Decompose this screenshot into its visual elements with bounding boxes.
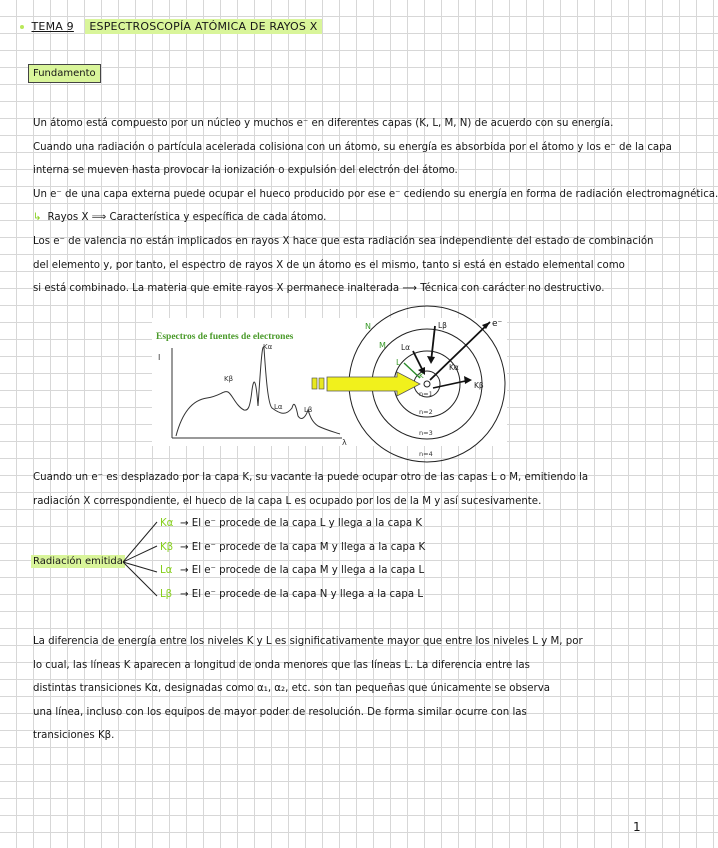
text-line: distintas transiciones Kα, designadas como α₁, α₂, etc. son tan pequeñas que únicamente se observa xyxy=(33,683,550,695)
figure-svg xyxy=(152,318,507,458)
text-line: si está combinado. La materia que emite rayos X permanece inalterada ⟶ Técnica con carácter no destructivo. xyxy=(33,283,605,295)
displacement-paragraph xyxy=(33,466,645,513)
nucleus xyxy=(424,381,430,387)
spectrum-title: Espectros de fuentes de electrones xyxy=(156,332,294,342)
radiation-item xyxy=(160,559,425,583)
text-line: Los e⁻ de valencia no están implicados en rayos X hace que esta radiación sea independiente del estado de combinación xyxy=(33,235,654,247)
atom-lb-label: Lβ xyxy=(438,321,447,330)
shell-label-l: L xyxy=(396,358,401,367)
text-line: lo cual, las líneas K aparecen a longitud de onda menores que las líneas L. La diferencia entre las xyxy=(33,659,530,671)
text-line: una línea, incluso con los equipos de mayor poder de resolución. De forma similar ocurre con las xyxy=(33,706,527,718)
text-line: La diferencia de energía entre los niveles K y L es significativamente mayor que entre los niveles L y M, por xyxy=(33,636,583,647)
level-n3: n=3 xyxy=(419,429,433,437)
y-axis-label: I xyxy=(158,353,161,362)
section-heading: Fundamento xyxy=(28,64,101,83)
radiation-list xyxy=(160,512,425,606)
level-n1: n=1 xyxy=(419,390,433,398)
radiation-text: → El e⁻ procede de la capa M y llega a la capa K xyxy=(180,541,426,553)
peak-label-kb: Kβ xyxy=(224,375,234,383)
radiation-item xyxy=(160,583,425,607)
text-line: Un e⁻ de una capa externa puede ocupar el hueco producido por ese e⁻ cediendo su energía en forma de radiación electromagnética. xyxy=(33,188,718,200)
ka-transition xyxy=(404,363,420,378)
topic-label: TEMA 9 xyxy=(31,20,74,33)
lb-arrowhead xyxy=(427,356,435,364)
radiation-text: → El e⁻ procede de la capa L y llega a la capa K xyxy=(180,518,423,529)
atom-ka-label: Kα xyxy=(449,363,459,372)
page-title: ESPECTROSCOPÍA ATÓMICA DE RAYOS X xyxy=(85,19,321,34)
text-line: interna se mueven hasta provocar la ionización o expulsión del electrón del átomo. xyxy=(33,165,458,177)
radiation-label: Radiación emitida xyxy=(33,556,123,567)
shell-label-k: K xyxy=(419,372,424,380)
radiation-symbol: Kα xyxy=(160,518,174,529)
closing-paragraph xyxy=(33,630,645,748)
level-n4: n=4 xyxy=(419,450,433,458)
kb-arrowhead xyxy=(464,376,472,384)
shell-label-n: N xyxy=(365,322,371,331)
radiation-symbol: Kβ xyxy=(160,541,174,553)
spectrum-curve xyxy=(176,347,340,436)
electron-label: e⁻ xyxy=(492,319,503,329)
radiation-item xyxy=(160,512,425,536)
radiation-text: → El e⁻ procede de la capa M y llega a la capa L xyxy=(180,565,425,577)
text-line: Cuando una radiación o partícula acelerada colisiona con un átomo, su energía es absorbida por el átomo y los e⁻ de la capa xyxy=(33,141,672,153)
xray-figure xyxy=(152,318,507,458)
shell-label-m: M xyxy=(379,341,386,350)
peak-label-lb: Lβ xyxy=(304,406,313,414)
radiation-item xyxy=(160,536,425,560)
kb-transition xyxy=(433,380,470,388)
radiation-symbol: Lβ xyxy=(160,588,173,600)
brace-connector xyxy=(121,516,161,606)
page-number: 1 xyxy=(633,820,641,834)
text-line: radiación X correspondiente, el hueco de la capa L es ocupado por los de la M y así sucesivamente. xyxy=(33,495,542,507)
conclusion-line xyxy=(33,206,645,230)
conclusion-text: Rayos X ⟹ Característica y específica de cada átomo. xyxy=(47,212,327,224)
intro-paragraph xyxy=(33,112,718,301)
peak-label-ka: Kα xyxy=(263,343,273,351)
text-line: transiciones Kβ. xyxy=(33,730,115,742)
text-line: del elemento y, por tanto, el espectro de rayos X de un átomo es el mismo, tanto si está en estado elemental como xyxy=(33,259,625,271)
radiation-text: → El e⁻ procede de la capa N y llega a la capa L xyxy=(180,588,424,600)
atom-la-label: Lα xyxy=(401,343,411,352)
bullet-dot-icon xyxy=(20,25,24,29)
level-n2: n=2 xyxy=(419,408,433,416)
text-line: Cuando un e⁻ es desplazado por la capa K, su vacante la puede ocupar otro de las capas L o M, emitiendo la xyxy=(33,472,589,483)
text-line: Un átomo está compuesto por un núcleo y muchos e⁻ en diferentes capas (K, L, M, N) de acuerdo con su energía. xyxy=(33,118,614,129)
atom-kb-label: Kβ xyxy=(474,381,484,390)
peak-label-la: Lα xyxy=(274,403,283,411)
incident-beam-arrow xyxy=(327,372,420,396)
arrow-icon: ↳ xyxy=(33,212,42,224)
beam-source-1 xyxy=(312,378,317,389)
page-header xyxy=(20,20,322,33)
x-axis-label: λ xyxy=(342,438,347,447)
beam-source-2 xyxy=(319,378,324,389)
radiation-symbol: Lα xyxy=(160,565,173,577)
